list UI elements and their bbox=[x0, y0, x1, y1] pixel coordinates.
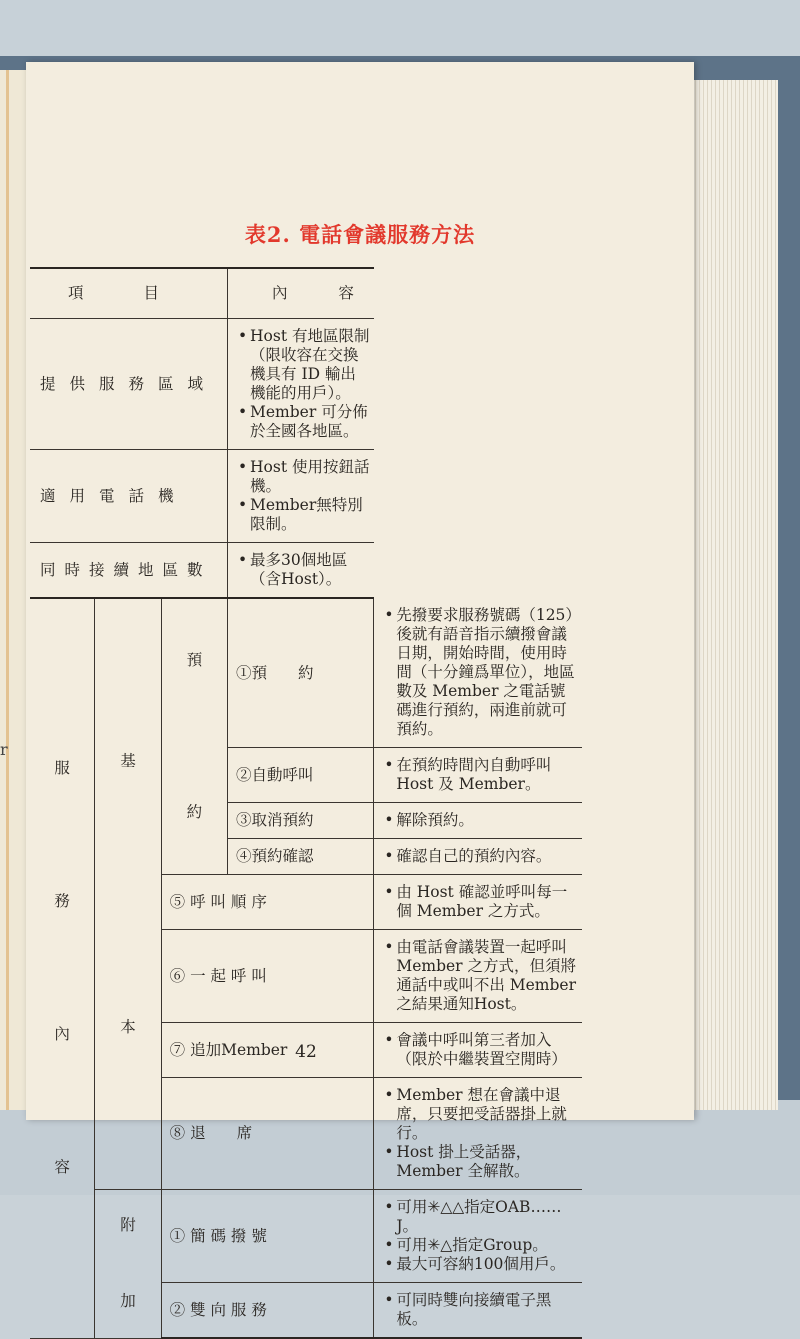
bullet: • 解除預約。 bbox=[384, 811, 578, 830]
basic-char: 基 bbox=[120, 751, 136, 770]
bullet: • Host 掛上受話器，Member 全解散。 bbox=[384, 1143, 578, 1181]
basic-label bbox=[95, 598, 161, 1190]
left-page-fragment: r bbox=[0, 740, 8, 759]
header-content-left: 內 bbox=[272, 284, 288, 302]
row-label: ⑤ 呼 叫 順 序 bbox=[161, 875, 374, 930]
service-table bbox=[30, 267, 582, 1339]
row-label: ②自動呼叫 bbox=[228, 748, 374, 803]
book-page bbox=[26, 62, 694, 1328]
row-content bbox=[374, 748, 582, 803]
left-page-edge bbox=[6, 70, 9, 1110]
row-content bbox=[374, 598, 582, 748]
addon-char: 附 bbox=[120, 1216, 136, 1235]
row-content bbox=[228, 319, 374, 450]
table-title: 表2. 電話會議服務方法 bbox=[244, 222, 476, 247]
bullet: • 可同時雙向接續電子黑板。 bbox=[384, 1291, 578, 1329]
left-page bbox=[0, 70, 27, 1110]
row-content bbox=[374, 875, 582, 930]
group-char: 服 bbox=[54, 759, 70, 778]
bullet: • Member 可分佈於全國各地區。 bbox=[238, 403, 370, 441]
row-label: ② 雙 向 服 務 bbox=[161, 1283, 374, 1339]
row-label: 同時接續地區數 bbox=[30, 543, 228, 599]
row-label: ①預 約 bbox=[228, 598, 374, 748]
table-row bbox=[30, 543, 582, 599]
row-label: ① 簡 碼 撥 號 bbox=[161, 1190, 374, 1283]
row-content bbox=[374, 1190, 582, 1283]
table-row bbox=[30, 319, 582, 450]
row-label: 適用電話機 bbox=[30, 450, 228, 543]
group-char: 容 bbox=[54, 1158, 70, 1177]
row-content bbox=[374, 839, 582, 875]
row-label: ⑦ 追加Member bbox=[161, 1023, 374, 1078]
bullet: • Host 使用按鈕話機。 bbox=[238, 458, 370, 496]
table-row bbox=[30, 450, 582, 543]
header-content bbox=[228, 268, 374, 319]
bullet: • 最大可容納100個用戶。 bbox=[384, 1255, 578, 1274]
row-content bbox=[374, 803, 582, 839]
bullet: • Member 想在會議中退席，只要把受話器掛上就行。 bbox=[384, 1086, 578, 1143]
header-item: 項目 bbox=[30, 268, 228, 319]
bullet: • 先撥要求服務號碼（125）後就有語音指示續撥會議日期，開始時間，使用時間（十分鐘爲單位），地區數及 Member 之電話號碼進行預約，兩進前就可預約。 bbox=[384, 606, 578, 739]
bullet: • Host 有地區限制（限收容在交換機具有 ID 輸出機能的用戶）。 bbox=[238, 327, 370, 403]
row-label: 提供服務區域 bbox=[30, 319, 228, 450]
bullet: • 由 Host 確認並呼叫每一個 Member 之方式。 bbox=[384, 883, 578, 921]
bullet: • 確認自己的預約內容。 bbox=[384, 847, 578, 866]
addon-label bbox=[95, 1190, 161, 1339]
row-content bbox=[374, 1078, 582, 1190]
bullet: • Member無特別限制。 bbox=[238, 496, 370, 534]
row-label: ④預約確認 bbox=[228, 839, 374, 875]
group-char: 內 bbox=[54, 1025, 70, 1044]
row-content bbox=[374, 930, 582, 1023]
bullet: • 可用✳△△指定OAB……J。 bbox=[384, 1198, 578, 1236]
table-row bbox=[30, 1190, 582, 1283]
table-row bbox=[30, 598, 582, 748]
service-group-label bbox=[30, 598, 95, 1338]
bullet: • 可用✳△指定Group。 bbox=[384, 1236, 578, 1255]
header-content-right: 容 bbox=[338, 284, 354, 302]
bullet: • 會議中呼叫第三者加入（限於中繼裝置空閒時） bbox=[384, 1031, 578, 1069]
bullet: • 由電話會議裝置一起呼叫 Member 之方式，但須將通話中或叫不出 Member 之結果通知Host。 bbox=[384, 938, 578, 1014]
reserve-char: 約 bbox=[186, 803, 203, 821]
bullet: • 在預約時間內自動呼叫 Host 及 Member。 bbox=[384, 756, 578, 794]
row-content bbox=[228, 543, 374, 599]
addon-char: 加 bbox=[120, 1292, 136, 1311]
row-label: ③取消預約 bbox=[228, 803, 374, 839]
row-content bbox=[374, 1283, 582, 1339]
row-label: ⑧ 退 席 bbox=[161, 1078, 374, 1190]
page-number: 42 bbox=[295, 1042, 317, 1062]
bullet: • 最多30個地區（含Host）。 bbox=[238, 551, 370, 589]
row-content bbox=[228, 450, 374, 543]
reserve-char: 預 bbox=[186, 651, 203, 669]
reserve-label bbox=[161, 598, 227, 875]
table-header-row bbox=[30, 268, 582, 319]
row-label: ⑥ 一 起 呼 叫 bbox=[161, 930, 374, 1023]
group-char: 務 bbox=[54, 892, 70, 911]
basic-char: 本 bbox=[120, 1017, 136, 1036]
